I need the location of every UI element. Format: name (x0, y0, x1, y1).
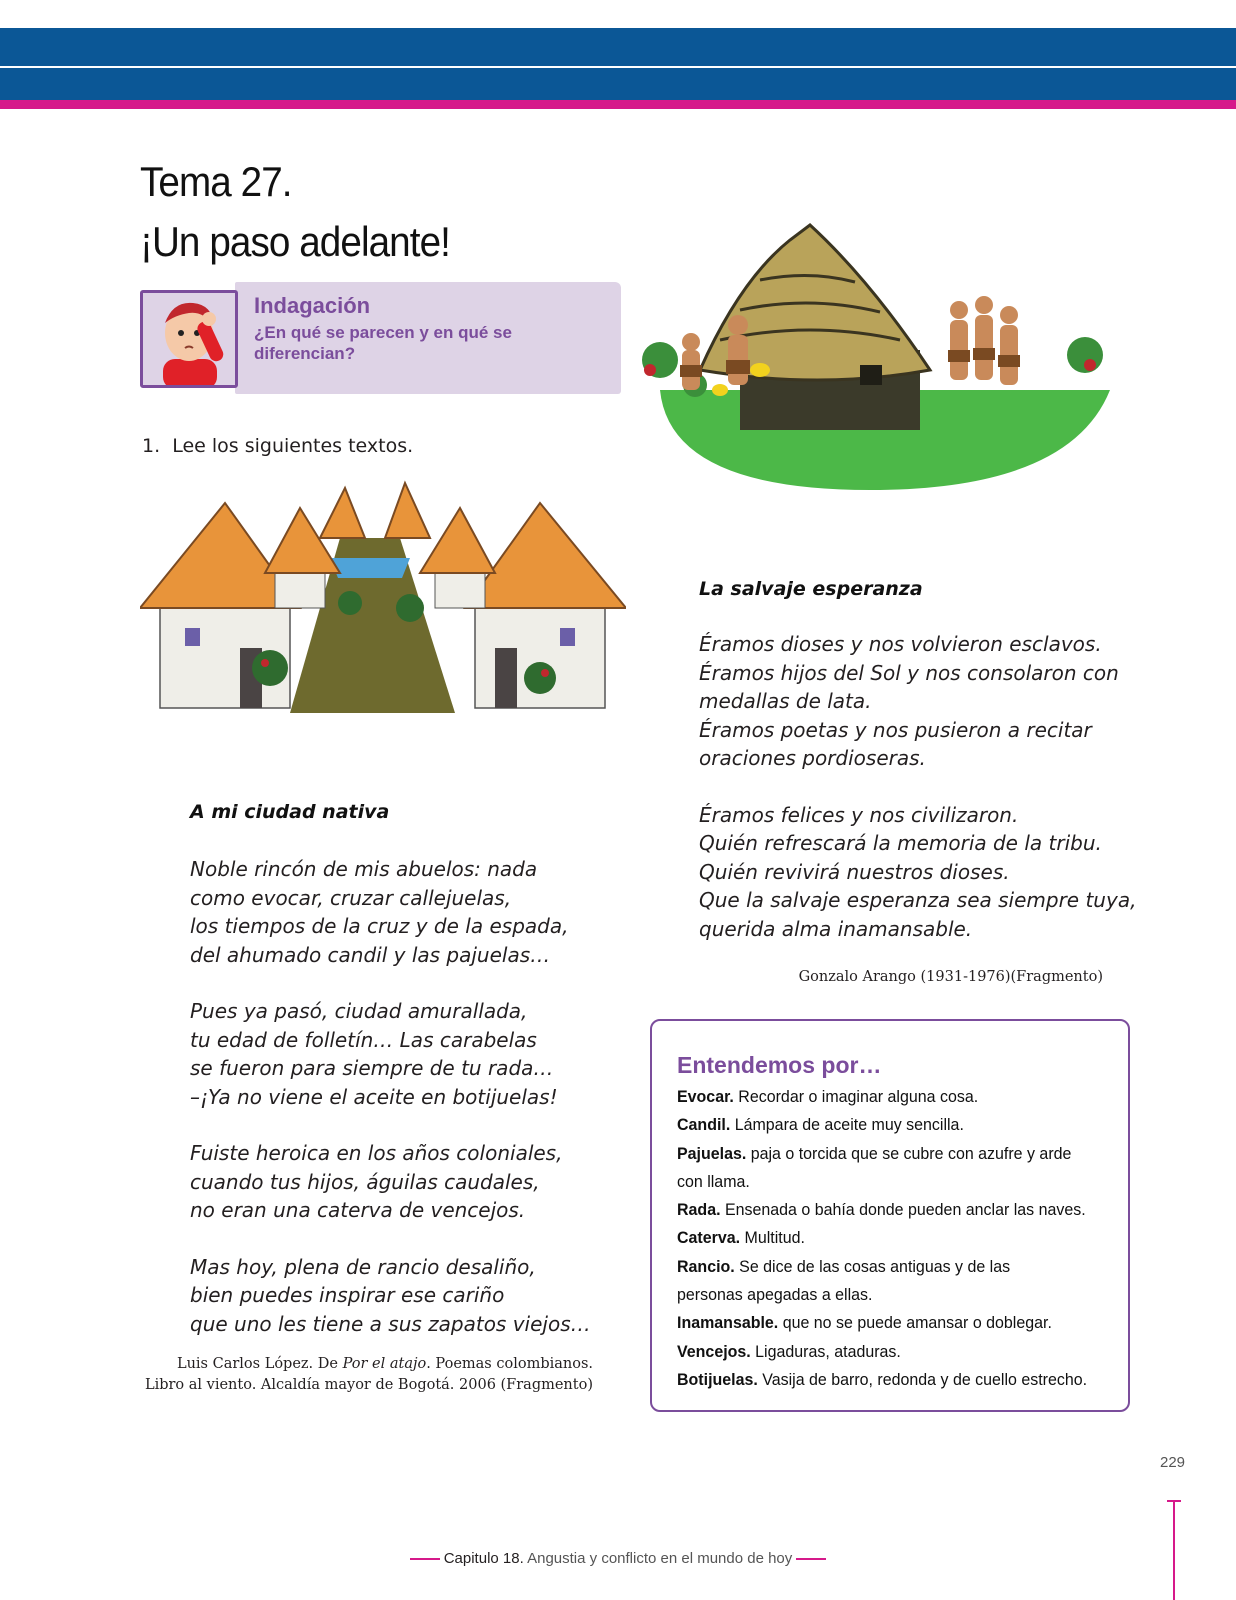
glossary-heading: Entendemos por… (677, 1052, 882, 1078)
theme-number: Tema 27. (140, 158, 292, 205)
poem-line: Éramos dioses y nos volvieron esclavos. (699, 632, 1102, 656)
book-title: Por el atajo (342, 1356, 427, 1372)
instruction-text: 1. Lee los siguientes textos. (142, 435, 414, 457)
poem1-credit (145, 1354, 593, 1396)
poem-line: tu edad de folletín… Las carabelas (190, 1027, 537, 1052)
poem1-title: A mi ciudad nativa (190, 801, 390, 823)
glossary-entry: Rada. Ensenada o bahía donde pueden anclar las naves. (677, 1200, 1086, 1220)
glossary-entry: personas apegadas a ellas. (677, 1285, 873, 1305)
inquiry-question: ¿En qué se parecen y en qué se diferencian? (254, 323, 512, 363)
poem-line: los tiempos de la cruz y de la espada, (190, 914, 569, 938)
poem-line: Éramos felices y nos civilizaron. (699, 802, 1019, 827)
glossary-entry: Caterva. Multitud. (677, 1228, 805, 1248)
poem-line: Noble rincón de mis abuelos: nada (190, 857, 538, 881)
poem-line: Quién revivirá nuestros dioses. (699, 859, 1010, 884)
poem-line: como evocar, cruzar callejuelas, (190, 885, 512, 910)
glossary-entry: Inamansable. que no se puede amansar o doblegar. (677, 1313, 1052, 1333)
poem-line: medallas de lata. (699, 689, 872, 713)
poem-line: Pues ya pasó, ciudad amurallada, (190, 999, 528, 1023)
glossary-entry: Evocar. Recordar o imaginar alguna cosa. (677, 1087, 979, 1106)
poem-line: querida alma inamansable. (699, 916, 973, 941)
footer-rule-left (410, 1558, 440, 1560)
poem2-credit: Gonzalo Arango (1931-1976)(Fragmento) (798, 969, 1103, 985)
indigenous-hut-illustration (620, 220, 1120, 495)
poem-line: Éramos poetas y nos pusieron a recitar (699, 717, 1092, 742)
thinking-boy-icon (143, 293, 235, 385)
poem-line: se fueron para siempre de tu rada… (190, 1056, 554, 1080)
poem-line: oraciones pordioseras. (699, 746, 926, 770)
glossary-entry: Botijuelas. Vasija de barro, redonda y de cuello estrecho. (677, 1369, 1088, 1389)
glossary-entry: Candil. Lámpara de aceite muy sencilla. (677, 1115, 964, 1135)
inquiry-avatar-frame (140, 290, 238, 388)
poem-line: –¡Ya no viene el aceite en botijuelas! (190, 1084, 558, 1109)
glossary-entry: Vencejos. Ligaduras, ataduras. (677, 1341, 901, 1361)
page-footer (0, 1550, 1236, 1567)
credit-text: Libro al viento. Alcaldía mayor de Bogotá. 2006 (Fragmento) (144, 1377, 593, 1393)
header-band-bottom (0, 68, 1236, 100)
poem-line: bien puedes inspirar ese cariño (190, 1283, 505, 1307)
colonial-town-illustration (140, 478, 626, 718)
header-magenta-stripe (0, 100, 1236, 109)
inquiry-label: Indagación (254, 293, 371, 318)
poem-line: Mas hoy, plena de rancio desaliño, (190, 1254, 536, 1279)
poem-line: que uno les tiene a sus zapatos viejos… (190, 1311, 591, 1336)
poem2-title: La salvaje esperanza (699, 578, 923, 600)
header-band-top (0, 28, 1236, 66)
chapter-label: Capitulo 18. (443, 1550, 524, 1567)
poem-line: Éramos hijos del Sol y nos consolaron con (699, 660, 1119, 685)
credit-text: Luis Carlos López. De (176, 1356, 343, 1372)
margin-line-cap (1167, 1500, 1181, 1502)
poem-line: Que la salvaje esperanza sea siempre tuya, (699, 888, 1137, 912)
poem-line: del ahumado candil y las pajuelas… (190, 942, 551, 967)
footer-rule-right (796, 1558, 826, 1560)
poem1-body (190, 855, 591, 1338)
poem-line: no eran una caterva de vencejos. (190, 1198, 526, 1222)
theme-title: ¡Un paso adelante! (140, 218, 450, 265)
poem-line: Fuiste heroica en los años coloniales, (190, 1141, 563, 1165)
glossary-entry: Pajuelas. paja o torcida que se cubre con azufre y arde (677, 1143, 1072, 1163)
glossary-list (677, 1083, 1122, 1394)
poem-line: Quién refrescará la memoria de la tribu. (699, 831, 1102, 855)
page-number: 229 (1160, 1454, 1186, 1471)
glossary-entry: Rancio. Se dice de las cosas antiguas y de las (677, 1256, 1011, 1276)
chapter-title: Angustia y conflicto en el mundo de hoy (523, 1550, 793, 1567)
glossary-entry: con llama. (677, 1171, 750, 1191)
credit-text: . Poemas colombianos. (426, 1356, 593, 1372)
poem2-body (699, 630, 1136, 943)
poem-line: cuando tus hijos, águilas caudales, (190, 1169, 540, 1194)
